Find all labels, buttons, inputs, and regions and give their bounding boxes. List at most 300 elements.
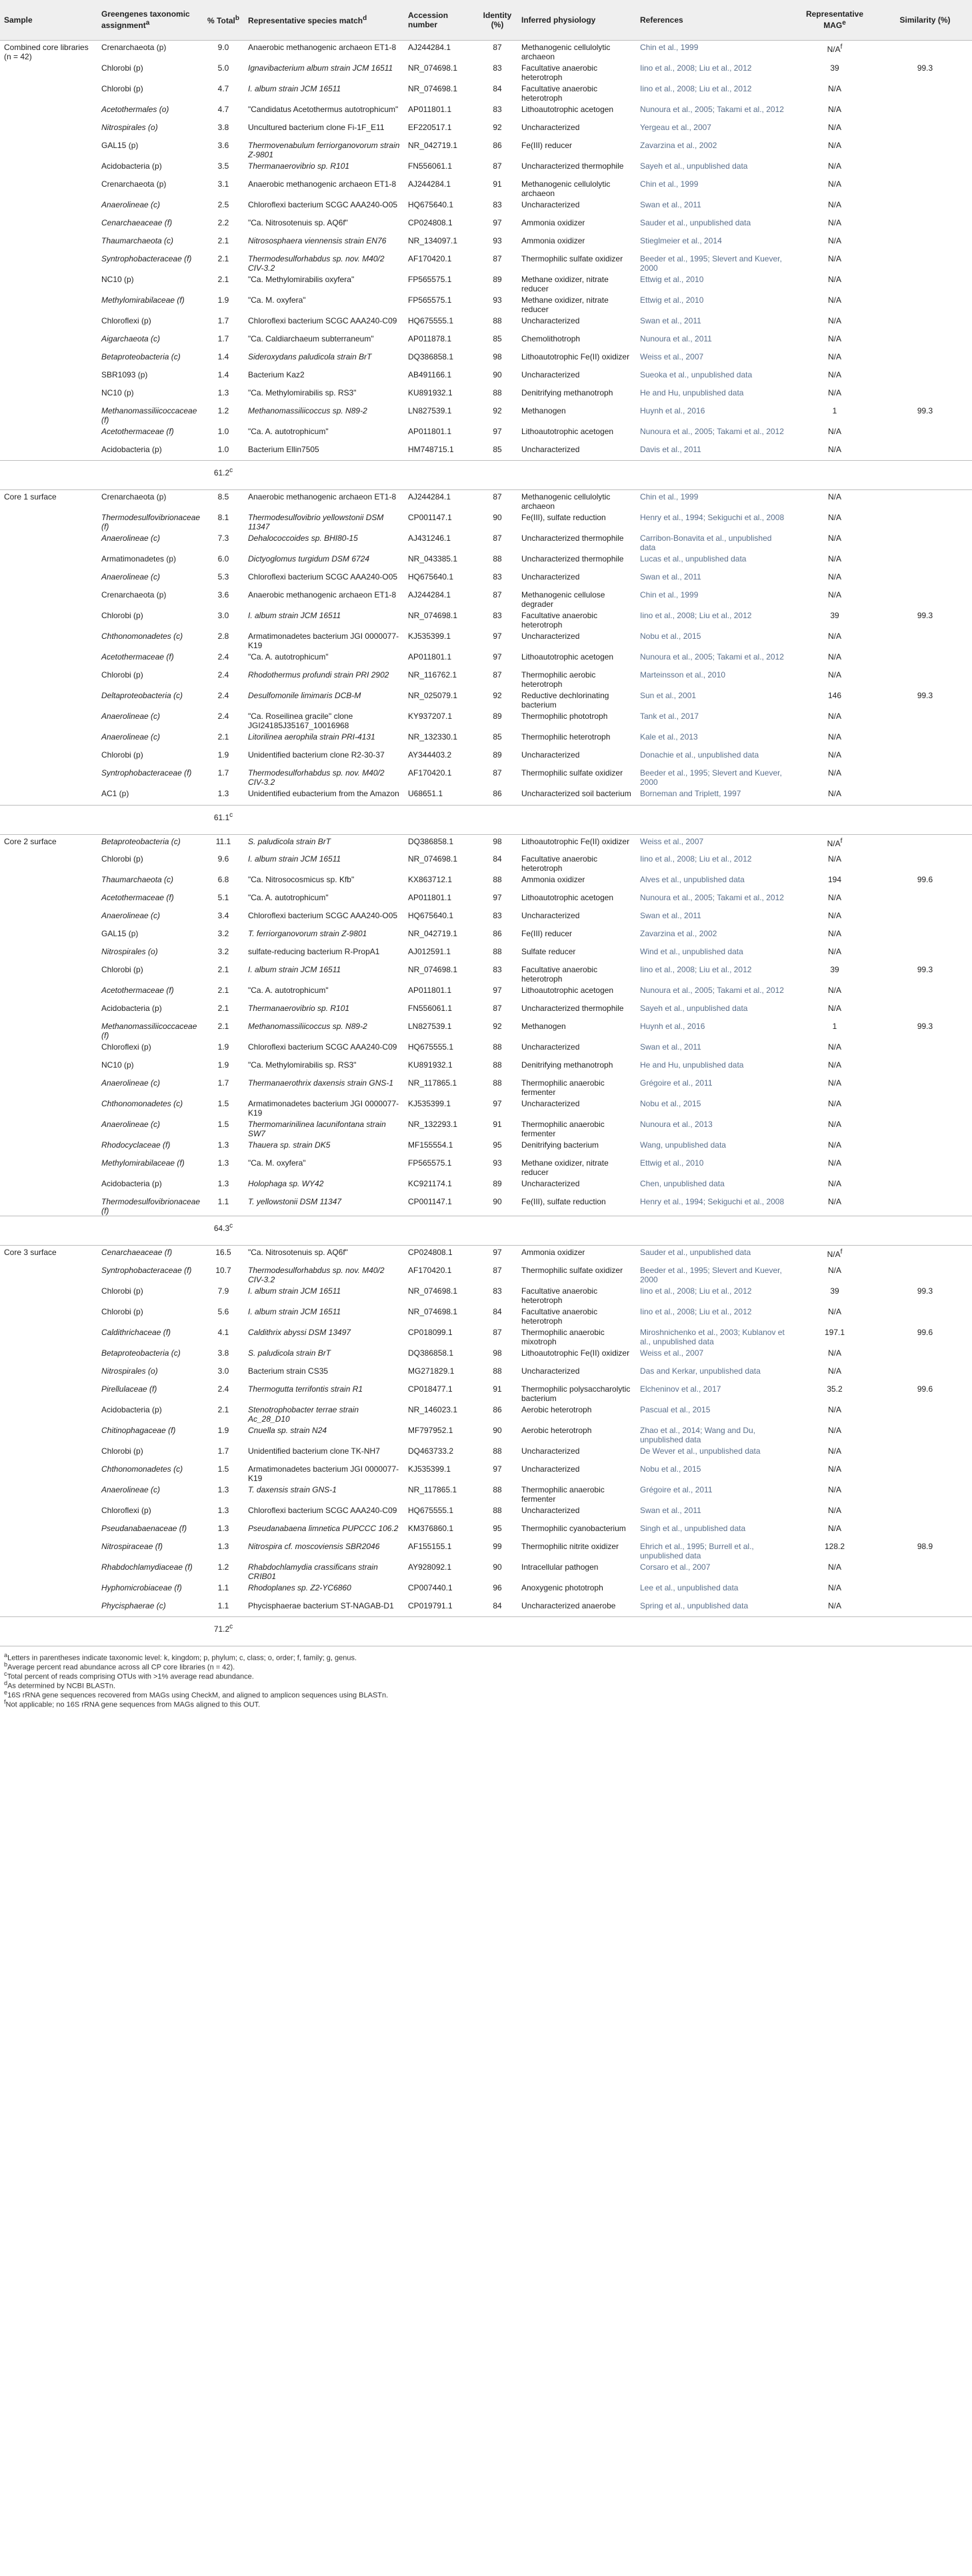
total-pct-cell (203, 121, 244, 139)
sample-cell (0, 891, 97, 909)
species-cell (244, 1364, 404, 1382)
identity-cell (477, 1138, 517, 1156)
reference-cell (636, 1177, 791, 1195)
mag-cell (791, 314, 878, 332)
total-pct-cell (203, 1076, 244, 1097)
reference-cell (636, 945, 791, 963)
table-row (0, 1504, 972, 1522)
accession-text: EF220517.1 (408, 122, 452, 132)
physiology-cell (517, 1540, 636, 1560)
physiology-text: Intracellular pathogen (521, 1562, 599, 1572)
taxon-cell (97, 216, 203, 234)
mag-cell (791, 927, 878, 945)
footnote-text: As determined by NCBI BLASTn. (7, 1682, 116, 1690)
taxon-cell (97, 103, 203, 121)
reference-cell (636, 1540, 791, 1560)
taxon-cell (97, 1002, 203, 1020)
species-cell (244, 588, 404, 609)
identity-text: 87 (493, 670, 502, 680)
physiology-text: Facultative anaerobic heterotroph (521, 854, 598, 873)
table-row (0, 177, 972, 198)
accession-cell (404, 873, 477, 891)
table-row (0, 1581, 972, 1599)
sample-cell (0, 177, 97, 198)
accession-cell (404, 945, 477, 963)
total-pct-text: 2.1 (217, 965, 229, 974)
taxon-cell (97, 1040, 203, 1058)
similarity-cell (878, 61, 972, 82)
accession-text: KJ535399.1 (408, 1464, 451, 1474)
accession-text: NR_132293.1 (408, 1120, 458, 1129)
physiology-cell (517, 350, 636, 368)
physiology-cell (517, 531, 636, 552)
reference-text: Sayeh et al., unpublished data (640, 1004, 748, 1013)
taxon-cell (97, 1581, 203, 1599)
identity-cell (477, 570, 517, 588)
species-text: S. paludicola strain BrT (248, 1348, 331, 1358)
similarity-cell (878, 609, 972, 629)
similarity-cell (878, 139, 972, 159)
physiology-cell (517, 1346, 636, 1364)
physiology-text: Uncharacterized (521, 631, 580, 641)
physiology-cell (517, 1483, 636, 1504)
accession-cell (404, 1305, 477, 1326)
taxon-text: Anaerolineae (c) (101, 732, 161, 742)
similarity-cell (878, 1156, 972, 1177)
total-pct-cell (203, 834, 244, 852)
mag-cell (791, 570, 878, 588)
physiology-text: Lithoautotrophic Fe(II) oxidizer (521, 351, 630, 361)
total-pct-text: 8.5 (217, 492, 229, 501)
sample-cell (0, 531, 97, 552)
species-text: Phycisphaerae bacterium ST-NAGAB-D1 (248, 1600, 394, 1610)
total-spacer (244, 461, 404, 483)
mag-cell (791, 1058, 878, 1076)
sample-cell (0, 1076, 97, 1097)
similarity-cell (878, 963, 972, 984)
physiology-cell (517, 159, 636, 177)
total-row (0, 1617, 972, 1640)
identity-cell (477, 40, 517, 61)
sample-cell (0, 609, 97, 629)
accession-text: AP011801.1 (408, 426, 452, 436)
taxon-cell (97, 629, 203, 650)
reference-text: Grégoire et al., 2011 (640, 1078, 713, 1088)
similarity-cell (878, 103, 972, 121)
table-row (0, 404, 972, 425)
identity-cell (477, 927, 517, 945)
mag-text: N/A (827, 1582, 841, 1592)
table-row (0, 629, 972, 650)
similarity-cell (878, 314, 972, 332)
total-pct-cell (203, 873, 244, 891)
identity-text: 88 (493, 387, 502, 397)
total-pct-cell (203, 1020, 244, 1040)
taxon-text: Crenarchaeota (p) (101, 42, 167, 52)
physiology-text: Uncharacterized soil bacterium (521, 789, 631, 798)
sample-cell (0, 552, 97, 570)
mag-cell (791, 332, 878, 350)
total-pct-cell (203, 927, 244, 945)
species-cell (244, 332, 404, 350)
reference-cell (636, 1020, 791, 1040)
species-cell (244, 766, 404, 787)
species-text: "Ca. Caldiarchaeum subterraneum" (248, 333, 374, 343)
mag-cell (791, 668, 878, 689)
species-text: Cnuella sp. strain N24 (248, 1425, 327, 1435)
mag-text: 39 (830, 1286, 839, 1296)
mag-cell (791, 1522, 878, 1540)
physiology-cell (517, 1138, 636, 1156)
identity-cell (477, 531, 517, 552)
total-pct-cell (203, 234, 244, 252)
similarity-cell (878, 177, 972, 198)
physiology-text: Uncharacterized (521, 1099, 580, 1108)
taxon-text: Acidobacteria (p) (101, 1179, 162, 1188)
species-cell (244, 1522, 404, 1540)
table-row (0, 927, 972, 945)
mag-cell (791, 1346, 878, 1364)
physiology-cell (517, 103, 636, 121)
accession-cell (404, 1156, 477, 1177)
accession-cell (404, 1462, 477, 1483)
table-row (0, 1599, 972, 1617)
total-pct-text: 1.9 (217, 1060, 229, 1070)
species-cell (244, 787, 404, 805)
taxon-text: Syntrophobacteraceae (f) (101, 1265, 192, 1275)
accession-cell (404, 1581, 477, 1599)
identity-cell (477, 1326, 517, 1346)
taxon-cell (97, 927, 203, 945)
total-pct-text: 1.3 (217, 1158, 229, 1168)
mag-text: N/A (827, 444, 841, 454)
physiology-text: Thermophilic anaerobic fermenter (521, 1078, 605, 1097)
physiology-cell (517, 668, 636, 689)
mag-text: N/A (827, 554, 841, 563)
reference-cell (636, 1326, 791, 1346)
identity-cell (477, 588, 517, 609)
identity-text: 90 (493, 513, 502, 522)
total-pct-text: 1.3 (217, 1484, 229, 1494)
identity-cell (477, 1462, 517, 1483)
taxon-text: Thermodesulfovibrionaceae (f) (101, 513, 201, 531)
table-row (0, 552, 972, 570)
physiology-text: Methanogenic cellulolytic archaeon (521, 42, 611, 61)
species-cell (244, 40, 404, 61)
physiology-text: Thermophilic heterotroph (521, 732, 611, 742)
physiology-text: Thermophilic anaerobic fermenter (521, 1484, 605, 1504)
identity-cell (477, 293, 517, 314)
reference-text: Marteinsson et al., 2010 (640, 670, 726, 680)
identity-text: 84 (493, 854, 502, 864)
physiology-cell (517, 766, 636, 787)
mag-cell (791, 1264, 878, 1284)
sample-cell (0, 1483, 97, 1504)
species-text: I. album strain JCM 16511 (248, 611, 341, 620)
identity-text: 84 (493, 1600, 502, 1610)
sample-cell (0, 1040, 97, 1058)
total-pct-text: 1.9 (217, 1425, 229, 1435)
accession-text: HQ675640.1 (408, 911, 454, 920)
reference-text: Kale et al., 2013 (640, 732, 698, 742)
section-total-value: 61.1 (213, 812, 230, 822)
species-cell (244, 909, 404, 927)
physiology-text: Uncharacterized (521, 1446, 580, 1456)
reference-text: Weiss et al., 2007 (640, 1348, 704, 1358)
accession-text: KX863712.1 (408, 875, 453, 884)
physiology-text: Uncharacterized thermophile (521, 1004, 624, 1013)
accession-text: CP001147.1 (408, 1197, 452, 1206)
accession-text: NR_134097.1 (408, 235, 458, 245)
identity-cell (477, 61, 517, 82)
accession-cell (404, 766, 477, 787)
sample-cell (0, 689, 97, 710)
physiology-cell (517, 1002, 636, 1020)
identity-text: 91 (493, 1120, 502, 1129)
total-pct-text: 1.3 (217, 1140, 229, 1150)
total-pct-cell (203, 1264, 244, 1284)
species-cell (244, 629, 404, 650)
mag-text: N/A (827, 947, 841, 956)
taxon-text: Anaerolineae (c) (101, 712, 161, 721)
sample-cell (0, 159, 97, 177)
accession-text: NR_074698.1 (408, 854, 458, 864)
mag-cell (791, 1118, 878, 1138)
accession-cell (404, 61, 477, 82)
physiology-cell (517, 332, 636, 350)
mag-text: 39 (830, 63, 839, 73)
reference-text: Swan et al., 2011 (640, 315, 701, 325)
taxon-cell (97, 1560, 203, 1581)
sample-cell (0, 1346, 97, 1364)
identity-cell (477, 425, 517, 443)
taxon-cell (97, 252, 203, 273)
physiology-text: Thermophilic phototroph (521, 712, 608, 721)
sample-cell (0, 103, 97, 121)
total-spacer (791, 1617, 878, 1640)
accession-cell (404, 963, 477, 984)
species-cell (244, 963, 404, 984)
total-pct-text: 9.6 (217, 854, 229, 864)
reference-text: Zavarzina et al., 2002 (640, 929, 717, 938)
identity-text: 88 (493, 947, 502, 956)
sample-cell (0, 1560, 97, 1581)
similarity-cell (878, 159, 972, 177)
mag-cell (791, 425, 878, 443)
accession-cell (404, 1264, 477, 1284)
mag-cell (791, 629, 878, 650)
taxon-text: Acidobacteria (p) (101, 444, 162, 454)
mag-cell (791, 531, 878, 552)
taxon-text: Chlorobi (p) (101, 63, 143, 73)
similarity-cell (878, 273, 972, 293)
species-text: Thermanaerovibrio sp. R101 (248, 1004, 350, 1013)
identity-text: 97 (493, 1248, 502, 1257)
taxon-text: Chitinophagaceae (f) (101, 1425, 176, 1435)
mag-text: N/A (827, 426, 841, 436)
identity-text: 87 (493, 768, 502, 778)
mag-cell (791, 443, 878, 461)
identity-text: 84 (493, 1306, 502, 1316)
identity-cell (477, 1076, 517, 1097)
mag-text: N/A (827, 369, 841, 379)
identity-text: 87 (493, 1265, 502, 1275)
reference-cell (636, 1424, 791, 1444)
accession-text: FN556061.1 (408, 1004, 453, 1013)
total-pct-cell (203, 1177, 244, 1195)
physiology-cell (517, 873, 636, 891)
similarity-cell (878, 1504, 972, 1522)
accession-text: AP011801.1 (408, 652, 452, 662)
sample-cell (0, 314, 97, 332)
section-total-value: 61.2 (213, 468, 230, 478)
total-pct-text: 5.3 (217, 572, 229, 581)
taxon-cell (97, 1540, 203, 1560)
table-row (0, 909, 972, 927)
reference-text: Nunoura et al., 2013 (640, 1120, 713, 1129)
reference-text: Yergeau et al., 2007 (640, 122, 711, 132)
mag-cell (791, 386, 878, 404)
physiology-cell (517, 1097, 636, 1118)
taxon-text: Acetothermaceae (f) (101, 426, 174, 436)
reference-text: Beeder et al., 1995; Slevert and Kuever, 2000 (640, 253, 782, 273)
total-spacer (878, 805, 972, 828)
species-cell (244, 425, 404, 443)
total-pct-cell (203, 787, 244, 805)
mag-text: N/A (827, 1562, 841, 1572)
identity-text: 86 (493, 1404, 502, 1414)
mag-text: N/A (827, 590, 841, 599)
table-row (0, 1040, 972, 1058)
physiology-cell (517, 1156, 636, 1177)
accession-text: NR_043385.1 (408, 554, 458, 563)
sample-cell (0, 1138, 97, 1156)
mag-cell (791, 368, 878, 386)
accession-text: CP019791.1 (408, 1600, 453, 1610)
species-text: Bacterium Ellin7505 (248, 444, 319, 454)
identity-text: 93 (493, 235, 502, 245)
total-pct-text: 1.0 (217, 444, 229, 454)
taxon-text: NC10 (p) (101, 274, 134, 284)
taxon-cell (97, 177, 203, 198)
sample-cell (0, 216, 97, 234)
similarity-cell (878, 121, 972, 139)
identity-cell (477, 909, 517, 927)
identity-cell (477, 198, 517, 216)
table-row (0, 1540, 972, 1560)
mag-text: N/A (827, 161, 841, 171)
reference-cell (636, 531, 791, 552)
physiology-text: Facultative anaerobic heterotroph (521, 63, 598, 82)
species-cell (244, 490, 404, 511)
total-pct-cell (203, 552, 244, 570)
species-cell (244, 1424, 404, 1444)
taxon-text: Methanomassiliicoccaceae (f) (101, 1022, 197, 1040)
species-cell (244, 1462, 404, 1483)
species-cell (244, 1504, 404, 1522)
total-pct-cell (203, 852, 244, 873)
reference-cell (636, 629, 791, 650)
mag-text: 128.2 (824, 1541, 845, 1551)
physiology-cell (517, 490, 636, 511)
total-pct-cell (203, 490, 244, 511)
section-divider (0, 1239, 972, 1246)
similarity-cell (878, 668, 972, 689)
reference-text: Iino et al., 2008; Liu et al., 2012 (640, 63, 752, 73)
total-pct-text: 4.7 (217, 104, 229, 114)
identity-text: 88 (493, 1484, 502, 1494)
similarity-cell (878, 834, 972, 852)
total-spacer (878, 461, 972, 483)
species-cell (244, 368, 404, 386)
accession-text: CP024808.1 (408, 217, 453, 227)
reference-text: Iino et al., 2008; Liu et al., 2012 (640, 854, 752, 864)
table-row (0, 710, 972, 730)
reference-cell (636, 1305, 791, 1326)
sample-cell (0, 1002, 97, 1020)
accession-cell (404, 891, 477, 909)
total-pct-cell (203, 82, 244, 103)
mag-cell (791, 689, 878, 710)
reference-text: Nunoura et al., 2005; Takami et al., 2012 (640, 986, 784, 995)
physiology-text: Denitrifying bacterium (521, 1140, 599, 1150)
total-pct-text: 1.4 (217, 351, 229, 361)
mag-text: 194 (827, 875, 842, 884)
taxon-text: Pirellulaceae (f) (101, 1384, 157, 1394)
mag-cell (791, 766, 878, 787)
reference-text: Spring et al., unpublished data (640, 1600, 749, 1610)
physiology-cell (517, 1599, 636, 1617)
mag-text: N/A (827, 1179, 841, 1188)
accession-cell (404, 1382, 477, 1403)
taxon-text: Chloroflexi (p) (101, 1505, 151, 1515)
taxon-cell (97, 748, 203, 766)
similarity-cell (878, 927, 972, 945)
physiology-cell (517, 273, 636, 293)
reference-cell (636, 650, 791, 668)
total-pct-cell (203, 1156, 244, 1177)
total-pct-cell (203, 1138, 244, 1156)
similarity-cell (878, 350, 972, 368)
reference-cell (636, 873, 791, 891)
mag-cell (791, 1177, 878, 1195)
sample-cell (0, 909, 97, 927)
total-row (0, 1216, 972, 1239)
reference-text: He and Hu, unpublished data (640, 387, 744, 397)
mag-text: N/A (827, 1158, 841, 1168)
similarity-cell (878, 1195, 972, 1216)
physiology-text: Methanogen (521, 405, 566, 415)
reference-text: Sayeh et al., unpublished data (640, 161, 748, 171)
mag-cell (791, 234, 878, 252)
taxon-cell (97, 1599, 203, 1617)
accession-cell (404, 984, 477, 1002)
similarity-cell (878, 443, 972, 461)
identity-text: 83 (493, 1286, 502, 1296)
identity-cell (477, 1264, 517, 1284)
mag-text: N/A (827, 911, 841, 920)
reference-text: Iino et al., 2008; Liu et al., 2012 (640, 1306, 752, 1316)
physiology-cell (517, 177, 636, 198)
reference-text: Das and Kerkar, unpublished data (640, 1366, 761, 1376)
total-pct-text: 1.9 (217, 1042, 229, 1052)
mag-cell (791, 609, 878, 629)
physiology-text: Uncharacterized thermophile (521, 554, 624, 563)
species-cell (244, 1156, 404, 1177)
species-cell (244, 216, 404, 234)
species-cell (244, 1177, 404, 1195)
similarity-cell (878, 1599, 972, 1617)
